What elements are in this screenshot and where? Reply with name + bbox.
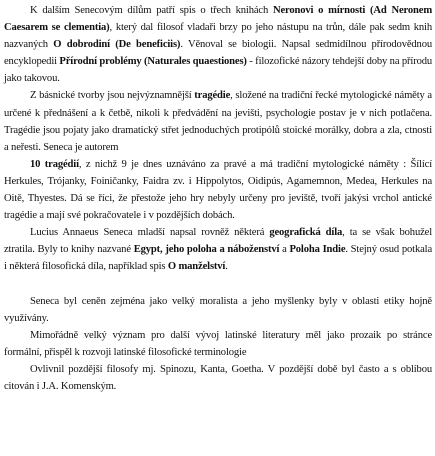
bold-title: Přírodní problémy (Naturales quaestiones) bbox=[59, 56, 247, 68]
bold-title: O dobrodiní (De beneficiis) bbox=[53, 39, 181, 51]
text-run: , složené na tradiční řecké mytologické náměty a určené k přednášení a k četbě, nikoli k předvádění na jevišti, psychologie postav je v nich potlačena. Tragédie jsou pojaty jako dramatický střet jednoduchých protipólů stoické morálky, dobra a zla, ctnosti a neřesti. Seneca je autorem bbox=[4, 90, 432, 153]
text-run: Z básnické tvorby jsou nejvýznamnější bbox=[30, 90, 195, 102]
text-run: - filozofické názory tehdejší doby na přírodu jako takovou. bbox=[4, 56, 433, 85]
text-run: , ta se však bohužel ztratila. Byly to knihy nazvané bbox=[4, 227, 432, 256]
text-run: a bbox=[279, 244, 290, 256]
paragraph-p1 bbox=[4, 2, 432, 87]
bold-title: O manželství bbox=[167, 261, 226, 273]
paragraph-p4 bbox=[4, 224, 432, 275]
paragraph-p6 bbox=[4, 327, 432, 361]
paragraph-p2 bbox=[4, 87, 432, 155]
paragraph-p7 bbox=[4, 361, 432, 395]
text-run: , který dal filosof vladaři brzy po jeho nástupu na trůn, dále pak sedm knih nazvaných bbox=[4, 22, 432, 51]
text-run: Ovlivnil pozdější filosofy mj. Spinozu, Kanta, Goetha. V pozdější době byl často a s oblibou citován i J.A. Komenským. bbox=[4, 363, 432, 393]
paragraph-spacer bbox=[4, 276, 432, 293]
bold-title: tragédie bbox=[194, 90, 231, 102]
bold-title: Neronovi o mírnosti (Ad Neronem Caesarem se clementia) bbox=[4, 5, 433, 34]
text-run: . bbox=[225, 261, 228, 273]
paragraph-p3 bbox=[4, 156, 432, 224]
text-run: . Stejný osud potkala i některá filosofická díla, například spis bbox=[4, 244, 432, 273]
paragraph-p5 bbox=[4, 293, 432, 327]
bold-title: Egypt, jeho poloha a náboženství bbox=[133, 244, 280, 256]
text-run: Mimořádně velký význam pro další vývoj latinské literatury měl jako prozaik po stránce formální, přispěl k rozvoji latinské filosofické terminologie bbox=[4, 329, 432, 358]
text-run: Lucius Annaeus Seneca mladší napsal rovněž některá bbox=[30, 227, 270, 239]
bold-title: Poloha Indie bbox=[289, 244, 346, 256]
text-run: K dalším Senecovým dílům patří spis o třech knihách bbox=[30, 5, 273, 16]
bold-title: geografická díla bbox=[269, 227, 343, 239]
text-run: . Věnoval se biologii. Napsal sedmidílnou přírodovědnou encyklopedii bbox=[4, 39, 432, 68]
bold-title: 10 tragédií bbox=[30, 158, 79, 170]
text-run: , z nichž 9 je dnes uznáváno za pravé a má tradiční mytologické náměty : Šílící Herkules, Trójanky, Foiničanky, Faidra zv. i Hippolytos, Oidipús, Agamemnon, Medea, Herkules na Oitě, Thyestes. Dá se říci, že přestože jeho hry nebyly určeny pro jeviště, tvoří jakýsi vrchol antické tragédie a mají své pokračovatele i v pozdějších dobách. bbox=[4, 158, 432, 222]
text-run: Seneca byl ceněn zejména jako velký moralista a jeho myšlenky byly v oblasti etiky hojně využívány. bbox=[4, 295, 432, 324]
